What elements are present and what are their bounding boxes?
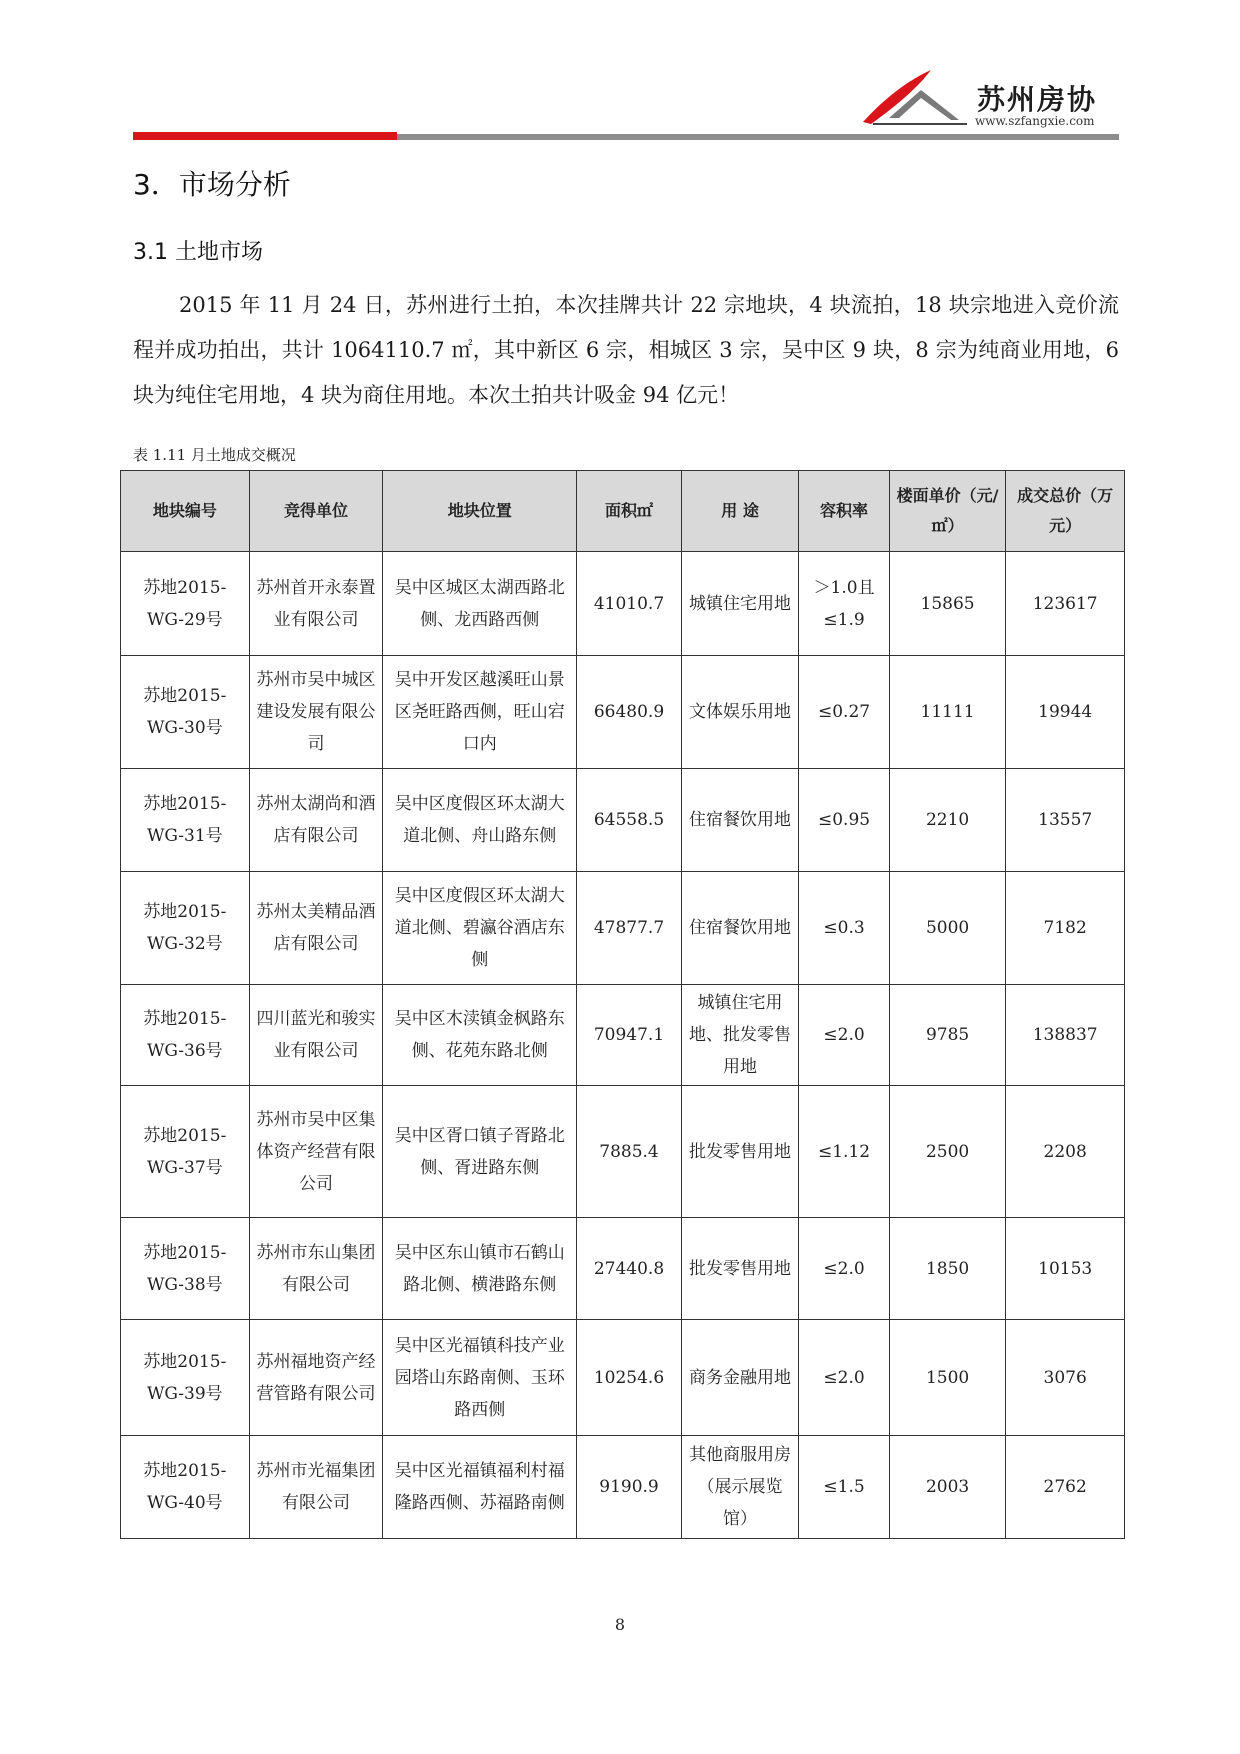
col-header: 竞得单位 xyxy=(249,471,383,552)
cell-winner: 苏州市吴中区集体资产经营有限公司 xyxy=(249,1086,383,1218)
cell-parcel-id: 苏地2015-WG-29号 xyxy=(121,552,250,656)
cell-winner: 苏州首开永泰置业有限公司 xyxy=(249,552,383,656)
quill-roof-logo-icon xyxy=(859,68,971,128)
table-header-row xyxy=(121,471,1125,552)
cell-winner: 苏州太美精品酒店有限公司 xyxy=(249,872,383,985)
cell-area: 66480.9 xyxy=(577,656,682,769)
table-row xyxy=(121,872,1125,985)
page-header xyxy=(133,60,1119,140)
cell-far: ≤1.5 xyxy=(799,1436,889,1539)
cell-usage: 商务金融用地 xyxy=(681,1320,799,1436)
cell-usage: 批发零售用地 xyxy=(681,1086,799,1218)
cell-location: 吴中区木渎镇金枫路东侧、花苑东路北侧 xyxy=(383,985,577,1086)
cell-total-price: 3076 xyxy=(1006,1320,1125,1436)
cell-total-price: 7182 xyxy=(1006,872,1125,985)
cell-far: ≤0.3 xyxy=(799,872,889,985)
cell-unit-price: 11111 xyxy=(889,656,1006,769)
cell-area: 27440.8 xyxy=(577,1218,682,1320)
cell-far: ≤1.12 xyxy=(799,1086,889,1218)
cell-area: 9190.9 xyxy=(577,1436,682,1539)
cell-usage: 城镇住宅用地、批发零售用地 xyxy=(681,985,799,1086)
cell-area: 47877.7 xyxy=(577,872,682,985)
table-caption: 表 1.11 月土地成交概况 xyxy=(133,446,296,464)
cell-far: ≤0.95 xyxy=(799,769,889,872)
table-row xyxy=(121,1218,1125,1320)
table-row xyxy=(121,769,1125,872)
table-row xyxy=(121,1436,1125,1539)
section-title: 3．市场分析 xyxy=(133,168,291,201)
cell-location: 吴中区度假区环太湖大道北侧、舟山路东侧 xyxy=(383,769,577,872)
table-row xyxy=(121,985,1125,1086)
cell-location: 吴中区光福镇福利村福隆路西侧、苏福路南侧 xyxy=(383,1436,577,1539)
cell-far: ＞1.0且≤1.9 xyxy=(799,552,889,656)
cell-area: 70947.1 xyxy=(577,985,682,1086)
cell-parcel-id: 苏地2015-WG-31号 xyxy=(121,769,250,872)
cell-parcel-id: 苏地2015-WG-38号 xyxy=(121,1218,250,1320)
cell-unit-price: 9785 xyxy=(889,985,1006,1086)
cell-parcel-id: 苏地2015-WG-36号 xyxy=(121,985,250,1086)
cell-far: ≤0.27 xyxy=(799,656,889,769)
brand-url: www.szfangxie.com xyxy=(975,114,1095,128)
cell-total-price: 2208 xyxy=(1006,1086,1125,1218)
cell-usage: 城镇住宅用地 xyxy=(681,552,799,656)
cell-unit-price: 2210 xyxy=(889,769,1006,872)
col-header: 成交总价（万元） xyxy=(1006,471,1125,552)
col-header: 容积率 xyxy=(799,471,889,552)
col-header: 用 途 xyxy=(681,471,799,552)
land-transaction-table xyxy=(120,470,1125,1539)
cell-unit-price: 2500 xyxy=(889,1086,1006,1218)
cell-unit-price: 1850 xyxy=(889,1218,1006,1320)
cell-winner: 苏州太湖尚和酒店有限公司 xyxy=(249,769,383,872)
cell-unit-price: 1500 xyxy=(889,1320,1006,1436)
brand-logo xyxy=(859,68,1109,128)
header-rule-grey xyxy=(397,134,1119,140)
cell-unit-price: 5000 xyxy=(889,872,1006,985)
cell-usage: 批发零售用地 xyxy=(681,1218,799,1320)
cell-winner: 苏州市吴中城区建设发展有限公司 xyxy=(249,656,383,769)
cell-parcel-id: 苏地2015-WG-39号 xyxy=(121,1320,250,1436)
cell-usage: 住宿餐饮用地 xyxy=(681,872,799,985)
cell-winner: 苏州市东山集团有限公司 xyxy=(249,1218,383,1320)
col-header: 地块位置 xyxy=(383,471,577,552)
cell-area: 64558.5 xyxy=(577,769,682,872)
cell-total-price: 2762 xyxy=(1006,1436,1125,1539)
table-row xyxy=(121,1320,1125,1436)
cell-location: 吴中区度假区环太湖大道北侧、碧瀛谷酒店东侧 xyxy=(383,872,577,985)
col-header: 面积㎡ xyxy=(577,471,682,552)
cell-winner: 苏州市光福集团有限公司 xyxy=(249,1436,383,1539)
header-rule-red xyxy=(133,132,397,140)
cell-total-price: 138837 xyxy=(1006,985,1125,1086)
cell-parcel-id: 苏地2015-WG-40号 xyxy=(121,1436,250,1539)
cell-location: 吴中区光福镇科技产业园塔山东路南侧、玉环路西侧 xyxy=(383,1320,577,1436)
cell-usage: 文体娱乐用地 xyxy=(681,656,799,769)
cell-total-price: 19944 xyxy=(1006,656,1125,769)
cell-total-price: 13557 xyxy=(1006,769,1125,872)
cell-total-price: 123617 xyxy=(1006,552,1125,656)
cell-location: 吴中区东山镇市石鹤山路北侧、横港路东侧 xyxy=(383,1218,577,1320)
table-row xyxy=(121,656,1125,769)
col-header: 地块编号 xyxy=(121,471,250,552)
subsection-title: 3.1 土地市场 xyxy=(133,240,263,265)
page-number: 8 xyxy=(614,1615,626,1634)
cell-parcel-id: 苏地2015-WG-32号 xyxy=(121,872,250,985)
cell-total-price: 10153 xyxy=(1006,1218,1125,1320)
brand-name: 苏州房协 xyxy=(977,83,1098,116)
col-header: 楼面单价（元/㎡） xyxy=(889,471,1006,552)
table-row xyxy=(121,1086,1125,1218)
table-row xyxy=(121,552,1125,656)
cell-unit-price: 2003 xyxy=(889,1436,1006,1539)
cell-usage: 其他商服用房（展示展览馆） xyxy=(681,1436,799,1539)
cell-location: 吴中开发区越溪旺山景区尧旺路西侧，旺山宕口内 xyxy=(383,656,577,769)
cell-far: ≤2.0 xyxy=(799,1320,889,1436)
header-rule xyxy=(133,132,1119,140)
cell-location: 吴中区胥口镇子胥路北侧、胥进路东侧 xyxy=(383,1086,577,1218)
cell-parcel-id: 苏地2015-WG-37号 xyxy=(121,1086,250,1218)
cell-winner: 四川蓝光和骏实业有限公司 xyxy=(249,985,383,1086)
cell-area: 41010.7 xyxy=(577,552,682,656)
body-paragraph: 2015 年 11 月 24 日，苏州进行土拍，本次挂牌共计 22 宗地块，4 块流拍，18 块宗地进入竞价流程并成功拍出，共计 1064110.7 ㎡，其中新区 6 宗，相城区 3 宗，吴中区 9 块，8 宗为纯商业用地，6 块为纯住宅用地，4 块为商住用地。本次土拍共计吸金 94 亿元！ xyxy=(133,293,1119,407)
cell-usage: 住宿餐饮用地 xyxy=(681,769,799,872)
cell-far: ≤2.0 xyxy=(799,1218,889,1320)
cell-area: 7885.4 xyxy=(577,1086,682,1218)
cell-unit-price: 15865 xyxy=(889,552,1006,656)
cell-winner: 苏州福地资产经营管路有限公司 xyxy=(249,1320,383,1436)
cell-far: ≤2.0 xyxy=(799,985,889,1086)
cell-area: 10254.6 xyxy=(577,1320,682,1436)
cell-parcel-id: 苏地2015-WG-30号 xyxy=(121,656,250,769)
cell-location: 吴中区城区太湖西路北侧、龙西路西侧 xyxy=(383,552,577,656)
